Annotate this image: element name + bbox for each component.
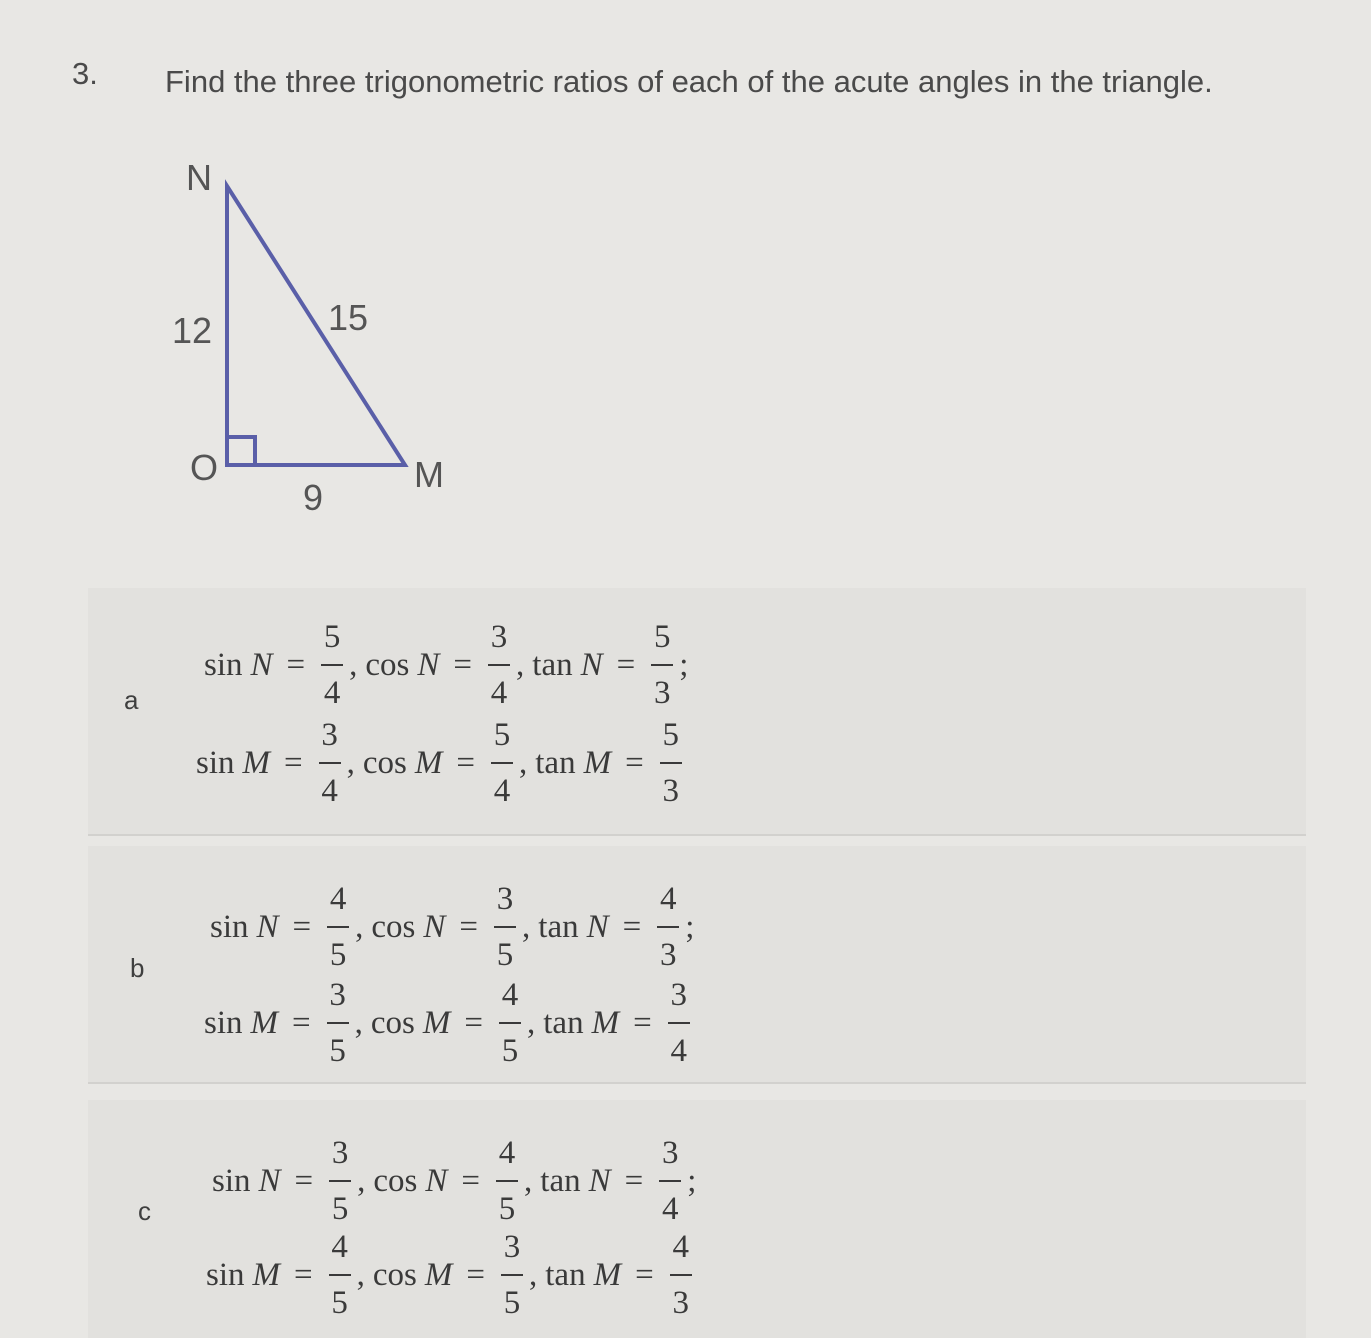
fraction: $\frac{5}{3}$ [651,618,673,712]
fraction: $\frac{3}{4}$ [488,618,510,712]
fraction: $\frac{3}{5}$ [501,1228,523,1322]
option-line-2: sin M = $\frac{3}{5}$ , cos M = $\frac{4}{5}$ , tan M = $\frac{3}{4}$ [204,976,692,1070]
option-line-2: sin M = $\frac{4}{5}$ , cos M = $\frac{3}{5}$ , tan M = $\frac{4}{3}$ [206,1228,694,1322]
option-line-2: sin M = $\frac{3}{4}$ , cos M = $\frac{5}{4}$ , tan M = $\frac{5}{3}$ [196,716,684,810]
triangle-diagram [150,150,480,530]
fraction: $\frac{4}{5}$ [329,1228,351,1322]
fraction: $\frac{5}{3}$ [660,716,682,810]
side-left-label: 12 [172,310,213,351]
vertex-m-label: M [414,454,444,495]
option-letter: b [130,953,145,983]
fraction: $\frac{4}{3}$ [657,880,679,974]
option-line-1: sin N = $\frac{5}{4}$ , cos N = $\frac{3}{4}$ , tan N = $\frac{5}{3}$ ; [204,619,689,711]
fraction: $\frac{5}{4}$ [491,716,513,810]
fraction: $\frac{3}{4}$ [668,976,690,1070]
right-angle-marker [227,437,255,465]
fraction: $\frac{4}{3}$ [670,1228,692,1322]
triangle-figure [150,150,480,530]
answer-option-b[interactable] [88,846,1306,1084]
fraction: $\frac{3}{4}$ [319,716,341,810]
question-text: Find the three trigonometric ratios of each of the acute angles in the triangle. [165,64,1213,99]
answer-option-a[interactable] [88,588,1306,836]
option-line-1: sin N = $\frac{3}{5}$ , cos N = $\frac{4}{5}$ , tan N = $\frac{3}{4}$ ; [212,1135,697,1227]
vertex-n-label: N [186,157,212,198]
option-line-1: sin N = $\frac{4}{5}$ , cos N = $\frac{3}{5}$ , tan N = $\frac{4}{3}$ ; [210,881,695,973]
side-hypotenuse-label: 15 [328,297,369,338]
option-letter: c [138,1196,151,1226]
question-number: 3. [72,56,98,91]
option-letter: a [124,685,139,715]
fraction: $\frac{5}{4}$ [321,618,343,712]
side-bottom-label: 9 [303,477,324,518]
fraction: $\frac{3}{5}$ [327,976,349,1070]
fraction: $\frac{3}{5}$ [494,880,516,974]
answer-option-c[interactable] [88,1100,1306,1338]
fraction: $\frac{4}{5}$ [327,880,349,974]
vertex-o-label: O [190,447,219,488]
fraction: $\frac{3}{5}$ [329,1134,351,1228]
fraction: $\frac{4}{5}$ [499,976,521,1070]
triangle-shape [227,186,405,465]
fraction: $\frac{4}{5}$ [496,1134,518,1228]
fraction: $\frac{3}{4}$ [659,1134,681,1228]
